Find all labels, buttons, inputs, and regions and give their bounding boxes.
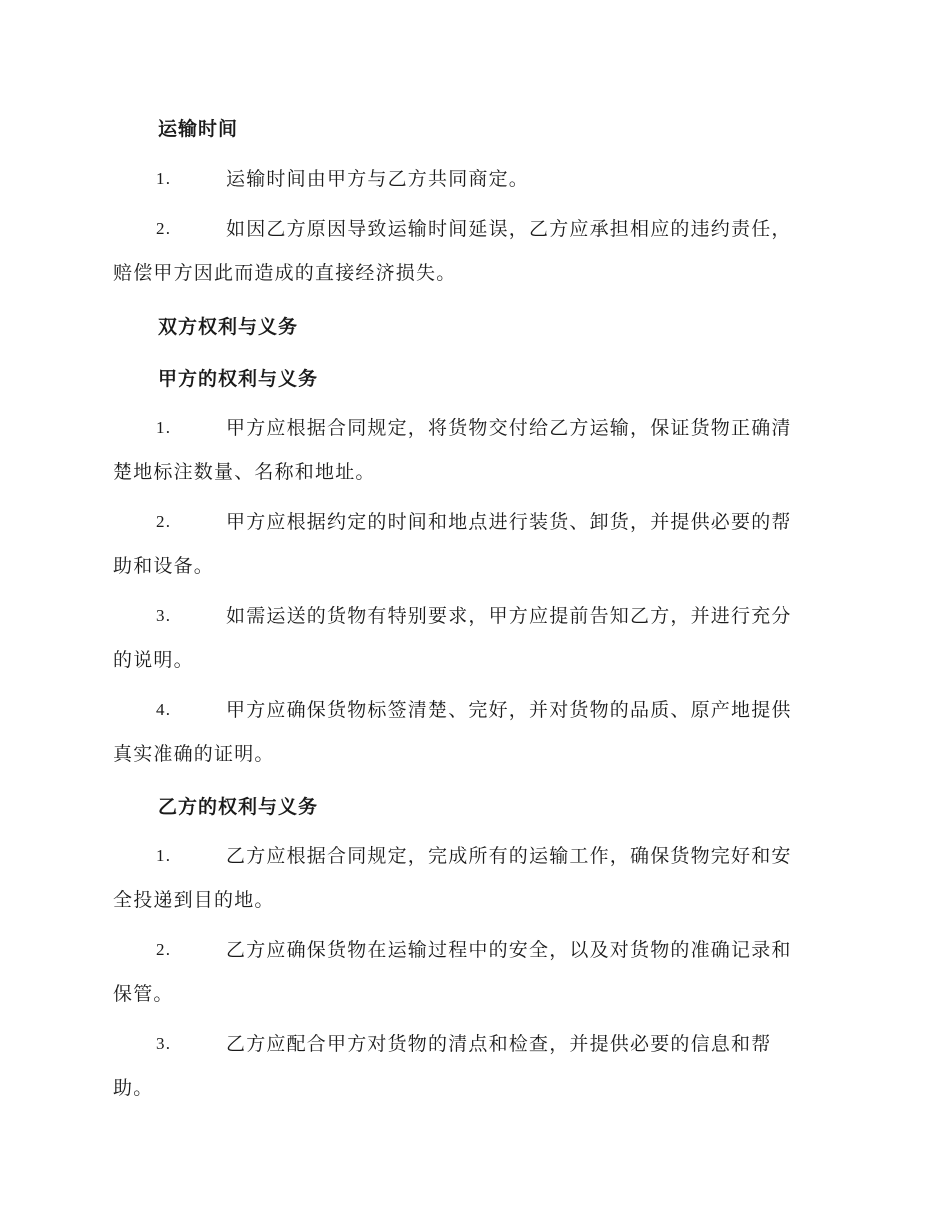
- list-item: [113, 834, 833, 922]
- list-item-number: 1.: [156, 418, 172, 437]
- list-item-number: 2.: [156, 512, 172, 531]
- section-heading-party-b: 乙方的权利与义务: [158, 796, 319, 818]
- list-item: [113, 594, 833, 682]
- list-item-text: 乙方应配合甲方对货物的清点和检查，并提供必要的信息和帮: [226, 1033, 772, 1055]
- section-heading-party-a: 甲方的权利与义务: [158, 368, 319, 390]
- list-item-text-continued: 保管。: [113, 983, 174, 1005]
- list-item-text: 运输时间由甲方与乙方共同商定。: [226, 168, 530, 190]
- section-heading-rights: 双方权利与义务: [158, 316, 299, 338]
- list-item-text-continued: 全投递到目的地。: [113, 889, 275, 911]
- list-item: [113, 500, 833, 588]
- list-item-text: 甲方应根据约定的时间和地点进行装货、卸货，并提供必要的帮: [226, 511, 792, 533]
- list-item-number: 3.: [156, 606, 172, 625]
- list-item-text-continued: 助。: [113, 1077, 154, 1099]
- section-heading-transport-time: 运输时间: [158, 118, 239, 140]
- list-item: [113, 928, 833, 1016]
- list-item: [113, 207, 833, 295]
- list-item-text: 如因乙方原因导致运输时间延误，乙方应承担相应的违约责任，: [226, 218, 792, 240]
- list-item-number: 3.: [156, 1034, 172, 1053]
- list-item-text-continued: 助和设备。: [113, 555, 215, 577]
- list-item-text-continued: 楚地标注数量、名称和地址。: [113, 461, 376, 483]
- list-item-number: 4.: [156, 700, 172, 719]
- list-item: [113, 688, 833, 776]
- list-item-text-continued: 真实准确的证明。: [113, 743, 275, 765]
- list-item-text: 甲方应根据合同规定，将货物交付给乙方运输，保证货物正确清: [226, 417, 792, 439]
- list-item-text: 甲方应确保货物标签清楚、完好，并对货物的品质、原产地提供: [226, 699, 792, 721]
- list-item: [113, 157, 833, 201]
- list-item-text: 如需运送的货物有特别要求，甲方应提前告知乙方，并进行充分: [226, 605, 792, 627]
- list-item-number: 1.: [156, 169, 172, 188]
- list-item-text-continued: 的说明。: [113, 649, 194, 671]
- list-item-number: 1.: [156, 846, 172, 865]
- list-item: [113, 1022, 833, 1110]
- list-item-text: 乙方应根据合同规定，完成所有的运输工作，确保货物完好和安: [226, 845, 792, 867]
- list-item-number: 2.: [156, 219, 172, 238]
- list-item: [113, 406, 833, 494]
- list-item-number: 2.: [156, 940, 172, 959]
- list-item-text-continued: 赔偿甲方因此而造成的直接经济损失。: [113, 262, 457, 284]
- list-item-text: 乙方应确保货物在运输过程中的安全，以及对货物的准确记录和: [226, 939, 792, 961]
